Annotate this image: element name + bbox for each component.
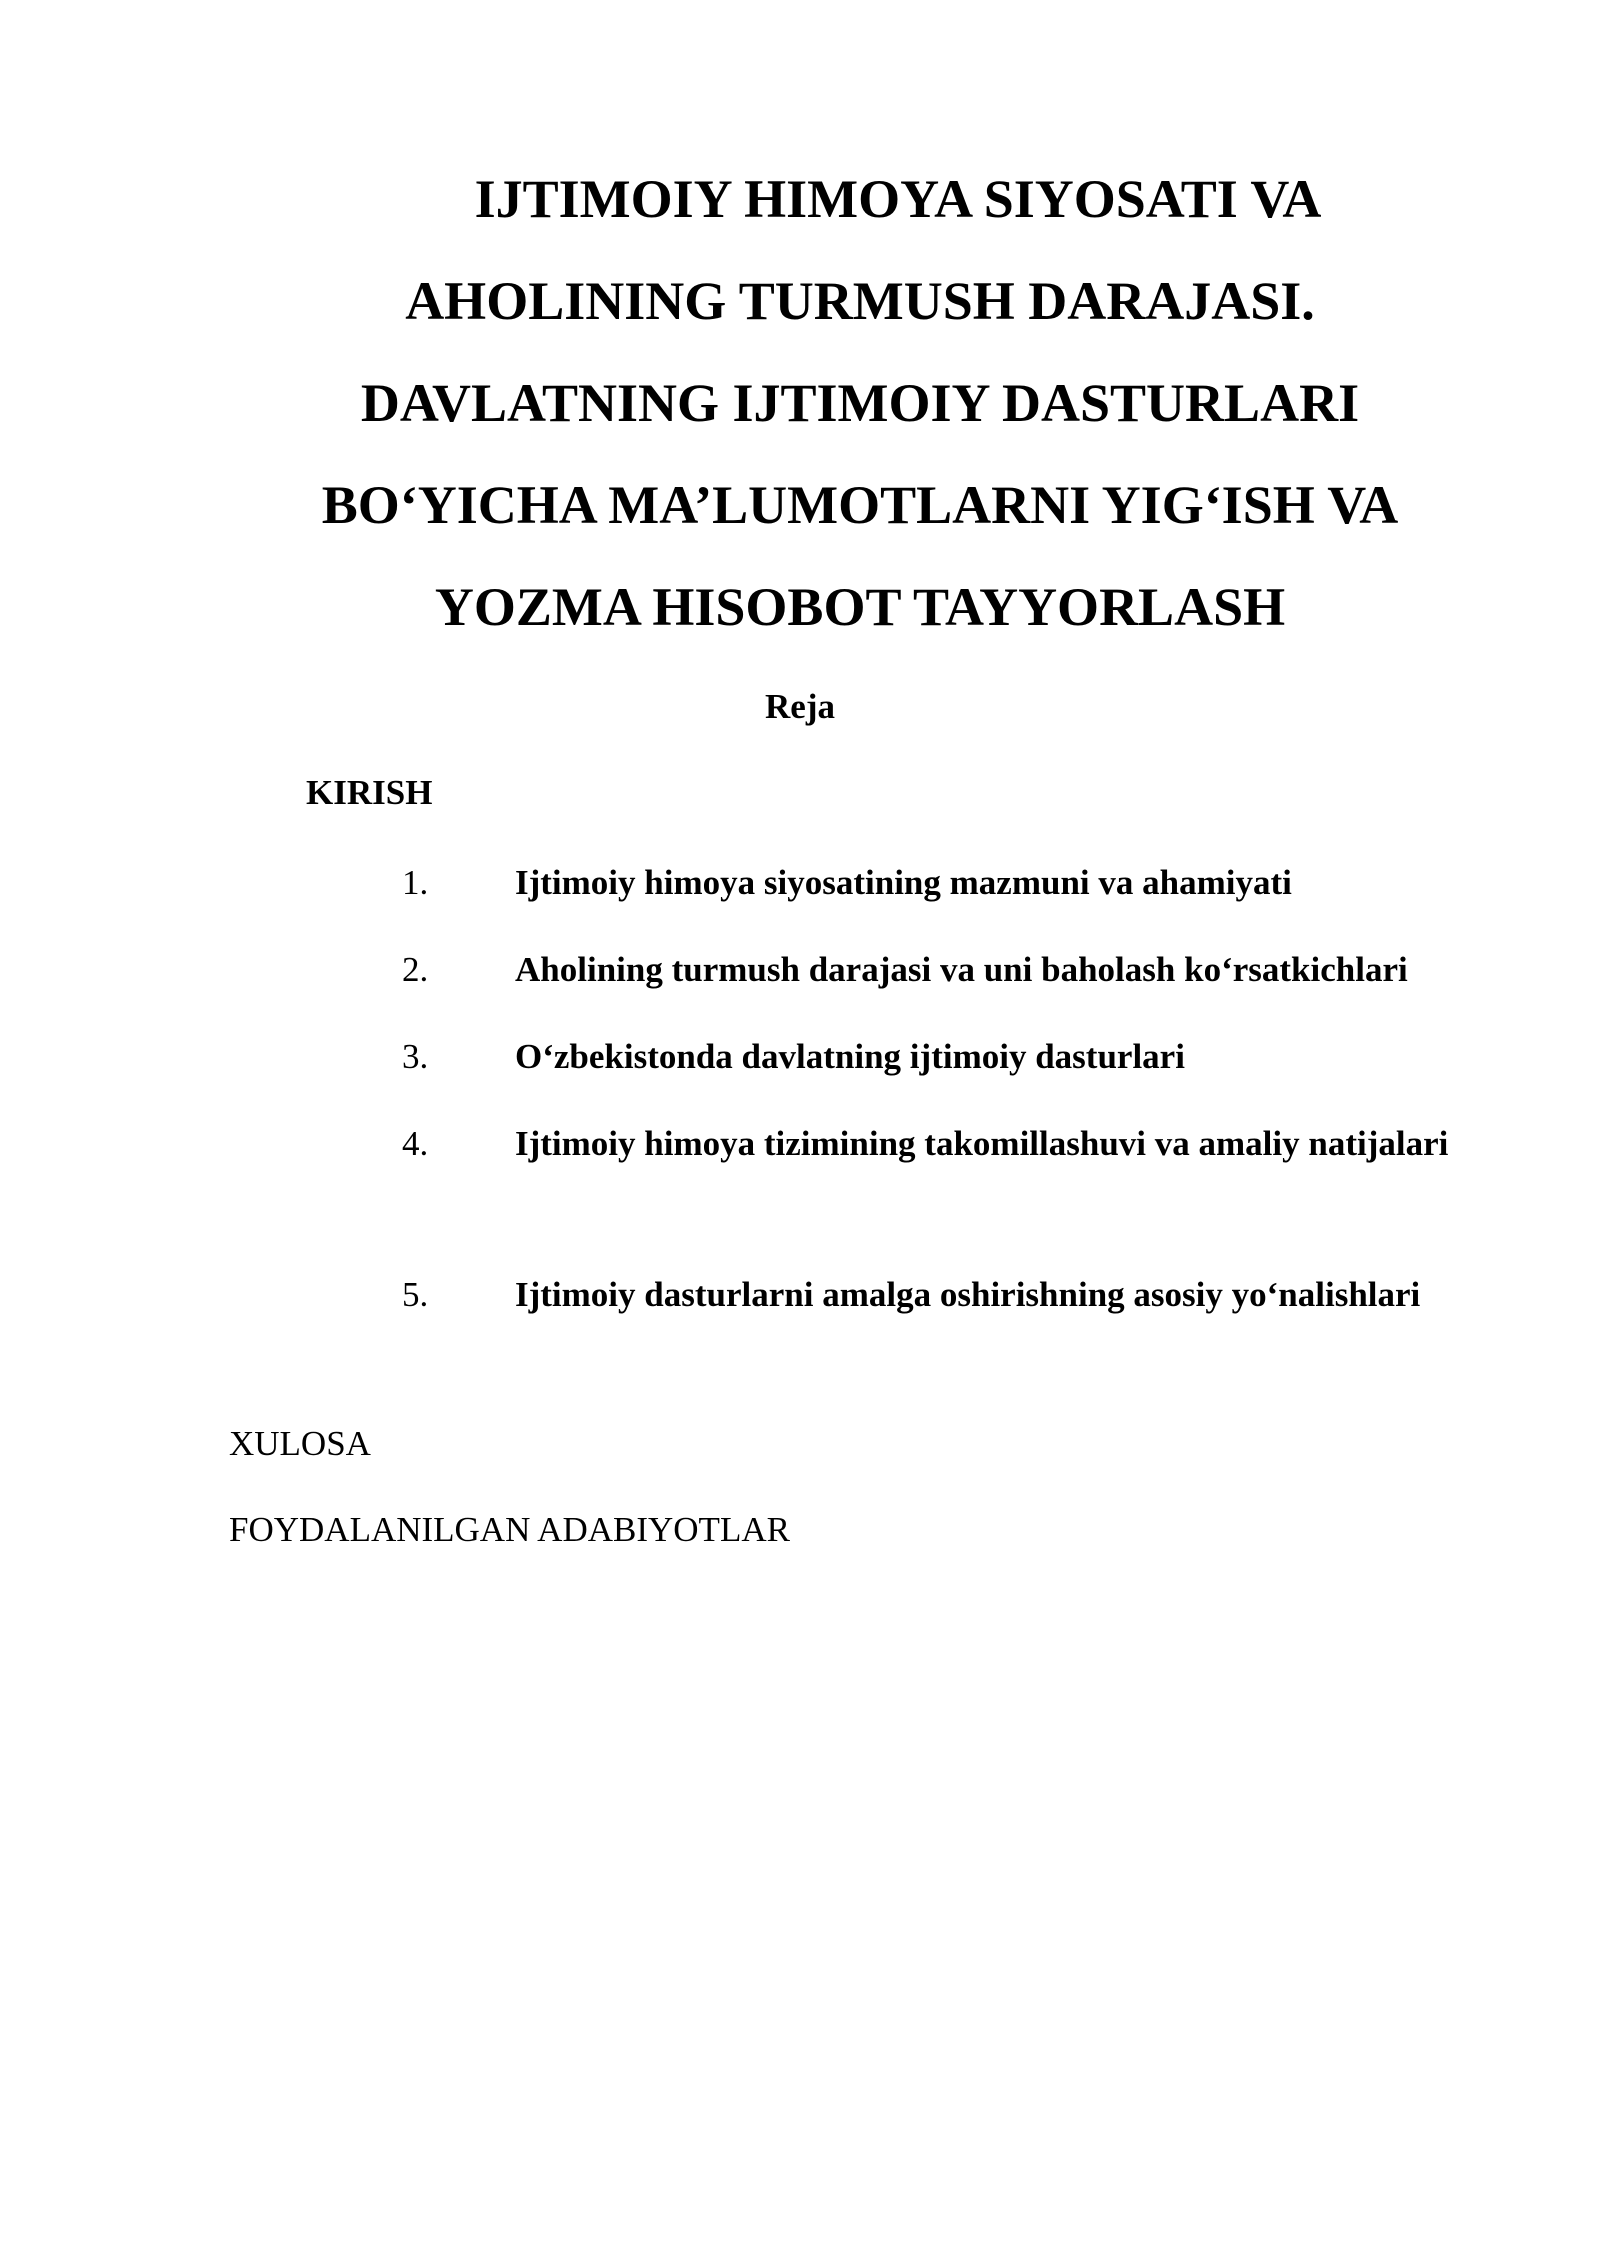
plan-item-number: 2. (402, 950, 429, 989)
plan-item-number: 3. (402, 1037, 429, 1076)
title-line: IJTIMOIY HIMOYA SIYOSATI VA (474, 169, 1322, 229)
plan-item (327, 937, 1490, 1002)
plan-item-number: 4. (402, 1124, 429, 1163)
references-heading: FOYDALANILGAN ADABIYOTLAR (229, 1510, 790, 1549)
plan-item (327, 850, 1490, 915)
title-line: AHOLINING TURMUSH DARAJASI. (405, 271, 1315, 331)
plan-item-number: 5. (402, 1275, 429, 1314)
title-line: YOZMA HISOBOT TAYYORLASH (434, 577, 1286, 637)
plan-item-text: Ijtimoiy himoya siyosatining mazmuni va ahamiyati (515, 863, 1292, 902)
plan-item-number: 1. (402, 863, 429, 902)
title-line: BO‘YICHA MA’LUMOTLARNI YIG‘ISH VA (321, 475, 1399, 535)
plan-item (327, 1111, 1490, 1176)
conclusion-heading: XULOSA (229, 1424, 371, 1463)
plan-item-text: Aholining turmush darajasi va uni baholash ko‘rsatkichlari (515, 950, 1408, 989)
plan-heading: Reja (765, 687, 835, 726)
title-line: DAVLATNING IJTIMOIY DASTURLARI (360, 373, 1360, 433)
document-title (230, 148, 1490, 658)
intro-heading: KIRISH (306, 773, 433, 812)
plan-item (327, 1024, 1490, 1089)
plan-item-text: O‘zbekistonda davlatning ijtimoiy dasturlari (515, 1037, 1185, 1076)
plan-item-text: Ijtimoiy himoya tizimining takomillashuvi va amaliy natijalari (515, 1124, 1449, 1163)
plan-item (327, 1262, 1490, 1327)
plan-item-text: Ijtimoiy dasturlarni amalga oshirishning asosiy yo‘nalishlari (515, 1275, 1421, 1314)
